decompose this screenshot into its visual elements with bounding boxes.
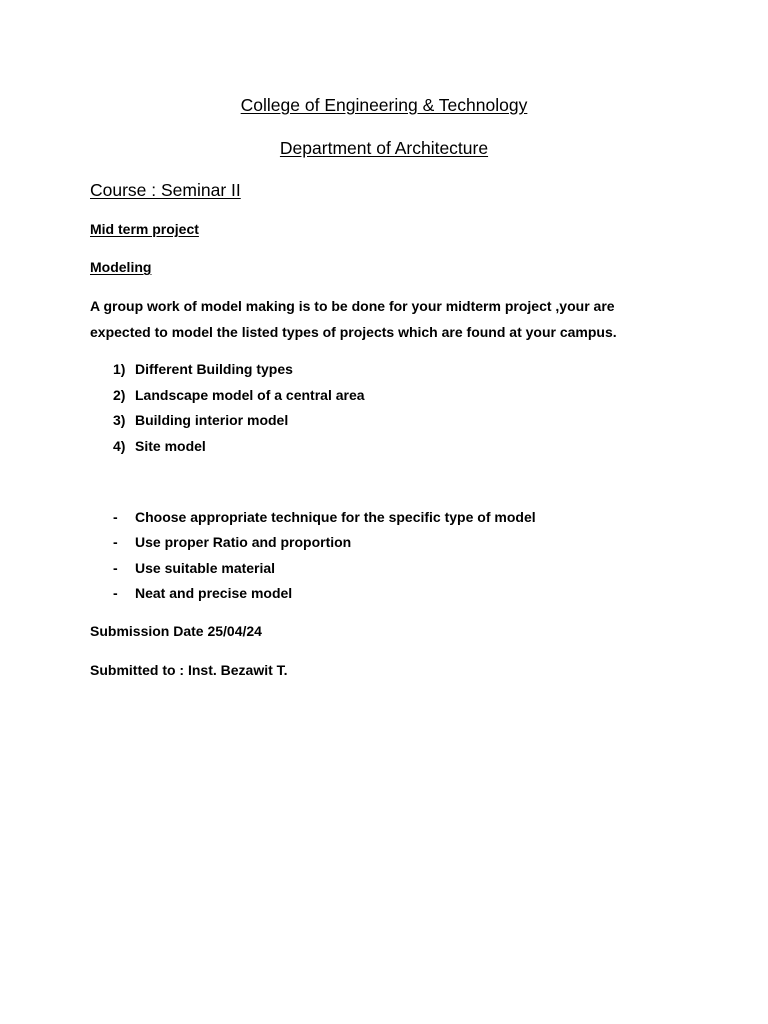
list-number: 4) (113, 438, 126, 454)
bullet-dash: - (113, 534, 118, 550)
bullet-dash: - (113, 560, 118, 576)
list-number: 2) (113, 387, 126, 403)
bullet-text: Choose appropriate technique for the specific type of model (135, 509, 536, 525)
submitted-to: Submitted to : Inst. Bezawit T. (90, 662, 288, 678)
bullet-dash: - (113, 585, 118, 601)
description-line-1: A group work of model making is to be done for your midterm project ,your are (90, 298, 615, 314)
submission-date: Submission Date 25/04/24 (90, 623, 262, 639)
bullet-text: Neat and precise model (135, 585, 293, 601)
list-text: Different Building types (135, 361, 293, 377)
project-topic-heading: Modeling (90, 259, 152, 275)
description-line-2: expected to model the listed types of projects which are found at your campus. (90, 324, 617, 340)
bullet-dash: - (113, 509, 118, 525)
list-text: Landscape model of a central area (135, 387, 365, 403)
bullet-text: Use proper Ratio and proportion (135, 534, 352, 550)
college-title: College of Engineering & Technology (240, 95, 528, 115)
department-title: Department of Architecture (279, 138, 489, 158)
list-number: 3) (113, 412, 126, 428)
bullet-text: Use suitable material (135, 560, 276, 576)
course-heading: Course : Seminar II (90, 180, 241, 200)
list-text: Site model (135, 438, 206, 454)
list-number: 1) (113, 361, 126, 377)
project-type-heading: Mid term project (90, 221, 199, 237)
list-text: Building interior model (135, 412, 289, 428)
